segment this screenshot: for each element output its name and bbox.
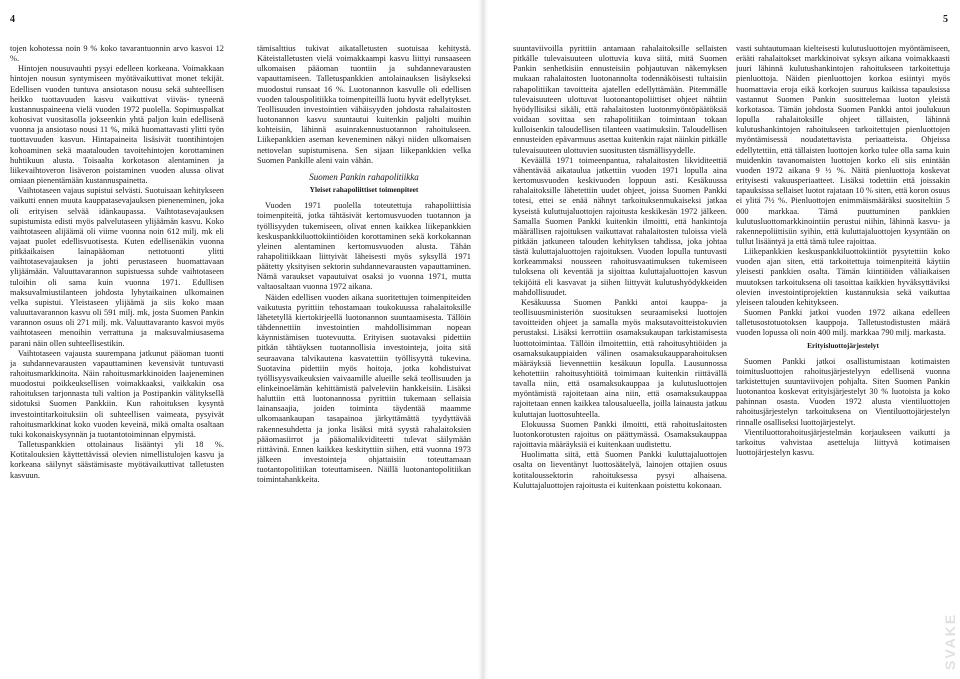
paragraph: vasti suhtautumaan kielteisesti kulutusluottojen myöntämiseen, erääti rahalaitokset markkinoivat syksyn aikana voimakkaasti juuri lähinnä kulutushankintojen rahoitukseen tarkoitettuja pienluottoja. Näiden pienluottojen korkoa esiintyi myös huomattavia eroja eikä korkojen suuruus kaikissa tapauksissa vastannut Suomen Pankin suosittelemaa luoton yleistä korkotasoa. Tämän johdosta Suomen Pankki antoi joulukuun lopulla rahalaitoksille ohjeet tällaisten, lähinnä kulutushankintojen rahoitukseen tarkoitettujen pienluottojen myöntämisessä noudatettavista periaatteista. Ohjeissa edellytettiin, että tällaisten luottojen korko tulee olla sama kuin muidenkin tavanomaisten luottojen korko eli siis enintään vuoden 1972 aikana 9 ½ %. Näitä pienluottoja koskevat erityisesti vakuusperiaatteet. Lisäksi todettiin että joissakin tapauksissa sellaiset luotot rajataan 10 % siten, että koron osuus ei ylitä 7½ %. Pienluottojen enimmäismääräksi suositeltiin 5 000 markkaa. Tämä puuttuminen pankkien kulutusluottomarkkinointiin perustui niihin, lähinnä kasvu- ja rakennepoliittisiin syihin, että kuluttajaluottojen kysyntään on tullut lisääntyä ja että tämä tulee rajoittaa. (736, 44, 950, 246)
paragraph: tojen kohotessa noin 9 % koko tavarantuonnin arvo kasvoi 12 %. (10, 44, 224, 64)
paragraph: tämisalttius tukivat aikatalletusten suotuisaa kehitystä. Käteistalletusten vielä voimakkaampi kasvu liittyi runsaaseen ulkomaisen pääoman tuontiin ja suhdannevarausten vapauttamiseen. Talletuspankkien antolainauksen lisäykseksi muodostui runsaat 16 %. Luotonannon kasvulle oli edellisen vuoden talouspolitiikka toimenpiteillä luotu hyvät edellytykset. Teollisuuden investointien vähäisyyden johdosta rahalaitosten luotonannon kasvu suuntautui kuitenkin paljolti muihin kohteisiin, lähinnä asuinrakennustuotannon rahoitukseen. Liikepankkien aseman keveneminen näkyi niiden ulkomaisen nettovelan supistumisena. Sen sijaan liikepankkien velka Suomen Pankille aleni vain vähän. (257, 44, 471, 165)
page-number-left: 4 (10, 14, 15, 25)
paragraph: Vaihtotaseen vajaus supistui selvästi. Suotuisaan kehitykseen vaikutti ennen muuta kauppatasevajauksen pieneneminen, joka oli erityisen selvää idänkaupassa. Vaihtotasevajauksen supistumista edisti myös palvelutaseen ylijäämän kasvu. Koko vaihtotaseen alijäämä oli viime vuonna noin 612 milj. mk eli vajaat puolet edellisvuotisesta. Kuten edellisenäkin vuonna pitkäaikaisen lainapääoman nettotuonti ylitti vaihtotasevajauksen ja johti perustaseen huomattavaan ylijäämään. Valuuttavarannon supistuessa suhde vaihtotaseen tuloihin oli sama kuin vuonna 1971. Edullisen maksuvalmiustilanteen johdosta lyhytaikainen ulkomainen velka supistui. Yleistaseen ylijäämä ja siis koko maan valuuttavarannon kasvu oli 591 milj. mk, josta Suomen Pankin varannon osuus oli 271 milj. mk. Valuuttavaranto kasvoi myös vaihtotaseen menoihin verrattuna ja maksuvalmiusasema parani näin ollen suhteellisestikin. (10, 186, 224, 348)
paragraph: Näiden edellisen vuoden aikana suoritettujen toimenpiteiden vaikutusta pyrittiin tehostamaan toukokuussa rahalaitoksille lähetetyllä kiertokirjeellä luotonannon suuntaamisesta. Tällöin tähdennettiin investointien mahdollisimman nopean käynnistämisen tuotevuutta. Erityisen suotavaksi pidettiin pitkän tähtäyksen tuotannollisia investointeja, joita sitä seuraavana talvikautena kasvatettiin työllisyyttä tukevina. Suotavina pidettiin myös hoitoja, jotka kohdistuivat työllisyysvaikeuksien vaivaamille alueille sekä teollisuuden ja elinkeinoelämän kehittämistä palveleviin hankkeisiin. Lisäksi haluttiin että luotonannossa pyrittiin tukemaan sellaisia lainansaajia, joiden toiminta täydentää maamme ulkomaankaupan tasapainoa järkyttämättä tyydyttävää rakennesuhdetta ja jonka lisäksi mitä syystä rahalaitoksien pääomasiirrot ja pääomalikviditeetti tulevat säilymään riittävinä. Ennen kaikkea keskityttiin siihen, että vuonna 1973 jälkeen investointeja ohjattaisiin toteuttamaan tuotantopolitiikan toteuttamiseen. Näillä luotonantopolitiikan toimintahankkeita. (257, 292, 471, 485)
section-heading: Suomen Pankin rahapolitiikka (309, 171, 419, 182)
paragraph: Kesäkuussa Suomen Pankki antoi kauppa- ja teollisuusministeriön suosituksen seuraamiseksi luottojen tavoitteiden ohjeet ja samalla myös maksutavoitteistokuvien perustaksi. Lisäksi kerrottiin osamaksukaupan tarkistamisesta luottotoimintaa. Tällöin ilmoitettiin, että rahoitusyhtiöiden ja osamaksukauppiaiden välinen osamaksukaupparahoituksen määräyksiä lievennettiin kesäkuun lopulla. Lausunnossa kehotettiin rahoitusyhtiöitä toimimaan kuitenkin riittävällä tavalla niin, että osamaksukauppaa ja kulutusluottojen myöntämistä rajoitetaan aina niin, että osamaksukauppaa rajoitetaan ennen kaikkea talousalueella, joilla lainausta jatkuu kuluttajan luottosuhteella. (513, 297, 727, 419)
column-3 (513, 44, 727, 674)
paragraph: Liikepankkien keskuspankkiluottokiintiöt pysytettiin koko vuoden ajan siten, että tarkoitettuja toimenpiteitä käytiin yleisesti pankkien osalta. Tämän kiintiöiden väliaikaisen muutoksen tarkoituksena oli tasoittaa kaikkien hyväksyttäviksi olevien investointiprojektien kustannuksia sekä vaikuttaa yleiseen talouden kehitykseen. (736, 247, 950, 307)
column-4 (736, 44, 950, 674)
paragraph: Huolimatta siitä, että Suomen Pankki kuluttajaluottojen osalta on lieventänyt luottosäätelyä, lainojen ottajien osuus kotitaloussektorin rahoituksessa pysyi alhaisena. Kuluttajaluottojen rajoitusta ei kuitenkaan poistettu kokonaan. (513, 450, 727, 490)
book-gutter (478, 0, 488, 679)
paragraph: suuntaviivoilla pyrittiin antamaan rahalaitoksille sellaisten pitkälle tulevaisuuteen ulottuvia kuva siitä, mitä Suomen Pankin senhetkisiin ennusteisiin pohjautuvan näkemyksen mukaan rahalaitosten luotonannolta todennäköisesti tultaisiin rahapolitiikan tavoitteita ajatellen edellyttämään. Pitemmälle tulevaisuuteen ulottuvat luotonantopoliittiset ohjeet nähtiin hyödyllisiksi sikäli, että rahalaitosten luotonmyöntöpäätöksiä voidaan sovittaa sen rahapolitiikan toimintaan tokaan kulloisenkin taloudellisen tilanteen vaatimuksiin. Taloudellisen ennusteiden epävarmuus asettaa kuitenkin rajat näinkin pitkälle tulevaisuuteen ulottuvien suositusten täsmällisyydelle. (513, 44, 727, 155)
subsection-heading: Yleiset rahapoliittiset toimenpiteet (309, 185, 419, 195)
column-2 (257, 44, 471, 674)
subsection-heading: Erityisluottojärjestelyt (807, 340, 879, 350)
page-number-right: 5 (943, 14, 948, 25)
paragraph: Vaihtotaseen vajausta suurempana jatkunut pääoman tuonti ja suhdannevarausten vapauttaminen kevensivät tuntuvasti rahoitusmarkkinoita. Näin rahoitusmarkkinoiden laajeneminen muodostui poikkeuksellisen voimakkaaksi, vaikkakin osa rahoituksen tarjonnasta tuli valtion ja Postipankin välityksellä sidotuksi Suomen Pankkiin. Kun rahoituksen kysyntä investointitarkoituksiin oli suhteellisen vaimeata, pysyivät rahoitusmarkkinat koko vuoden keveinä, mikä omalta osaltaan tuki kokonaiskysynnän ja tuotantotoiminnan elpymistä. (10, 348, 224, 439)
paragraph: Hintojen nousuvauhti pysyi edelleen korkeana. Voimakkaan hintojen nousun syntymiseen myötävaikuttivat monet tekijät. Edellisen vuoden tuntuva ansiotason nousu sekä suhteellisen heikko tuottavuuden kasvu vaikuttivat viiväs- tyneenä kustannuspaineena vielä vuoden 1972 puolella. Sopimuspalkat kohosivat vuositasolla jokseenkin yhtä paljon kuin edellisenä vuonna ja ansiotaso nousi 11 %, mikä huomattavasti ylitti työn tuottavuuden kasvun. Hintapaineita lisäsivät tuontihintojen kohoaminen sekä maatalouden tavoitehintojen korottaminen huhtikuun alusta. Toisaalta korkotason alentaminen ja liikevaihtoveron lisäveron poistaminen vuoden alussa olivat omiaan pienentämään kustannuspainetta. (10, 64, 224, 186)
paragraph: Keväällä 1971 toimeenpantua, rahalaitosten likviditeettiä vähentävää aikataulua jatkettiin vuoden 1971 lopulla aina kertomusvuoden keskivuoden loppuun asti. Kesäkuussa rahalaitoksille lähetettiin uudet ohjeet, joissa Suomen Pankki totesi, ettei se enää nähnyt tarkoituksenmukaiseksi jatkaa kyseistä kuluttujaluottojen rajoitusta keskikesän 1972 jälkeen. Samalla Suomen Pankki kuitenkin ilmoitti, että hankintoja määrällisen rajoituksen vaikuttavat rahalaitosten tuloissa vielä pitkään jatkuneen talouden kehityksen tahdissa, joka johtaa tästä kuluttajaluottojen rajoituksen. Vuoden lopulla tuntuvasti korkeammaksi nousseen rahoitusvaatimuksen tukemiseen tuloksena oli keventää ja sijoittaa kuluttajaluottojen kasvun tekijöitä eli kasvavat ja siihen liittyvät kulutushyödykkeiden mahdollisuudet. (513, 155, 727, 297)
column-1 (10, 44, 224, 674)
paragraph: Suomen Pankki jatkoi vuoden 1972 aikana edelleen talletusostotuotoksen kauppoja. Talletustodistusten määrä vuoden lopussa oli noin 400 milj. markkaa 790 milj. markasta. (736, 308, 950, 338)
paragraph: Elokuussa Suomen Pankki ilmoitti, että rahoituslaitosten luotonkorotusten rajoitus on päättymässä. Osamaksukauppaa rajoittavia määräyksiä ei kuitenkaan uudistettu. (513, 419, 727, 450)
paragraph: Vuoden 1971 puolella toteutettuja rahapoliittisia toimenpiteitä, jotka tähtäsivät kertomusvuoden tuotannon ja työllisyyden tukemiseen, olivat ennen kaikkea liikepankkien keskuspankkiluottokiintiöiden korottaminen sekä korkokannan yleinen alentaminen kertomusvuoden alusta. Tähän rahapolitiikkaan liittyivät läheisesti myös syksyllä 1971 päätetty yksityisen sektorin suhdannevarausten vapauttaminen. Nämä varaukset vapautuivat osaksi jo vuonna 1971, mutta valtaosaltaan vuonna 1972 aikana. (257, 201, 471, 292)
paragraph: Vientiluottorahoitusjärjestelmän korjaukseen vaikutti ja tarkoitus vahvistaa asetteluja liittyvä kotimaisen luottojärjestelyn kasvu. (736, 427, 950, 458)
paragraph: Suomen Pankki jatkoi osallistumistaan kotimaisten toimitusluottojen rahoitusjärjestelyyn edellisenä vuonna tarkistettujen suuntaviivojen pohjalta. Siten Suomen Pankin luotonantoa koskevat erityisjärjestelyt 30 % luotoista ja koko pahinnan osasta. Vuoden 1972 alusta vientiluottojen rahoitusjärjestelyn tarkoituksena on Vientiluottojärjestelyn rinnalle osalliseksi luottojärjestelyt. (736, 356, 950, 427)
edge-stamp: SVAKE (942, 612, 958, 670)
paragraph: Talletuspankkien ottolainaus lisääntyi yli 18 %. Kotitalouksien käyttettävissä olevien nimellistulojen kasvu ja korkeana säilynyt säästämisaste myötävaikuttivat talletusten kasvuun. (10, 440, 224, 480)
